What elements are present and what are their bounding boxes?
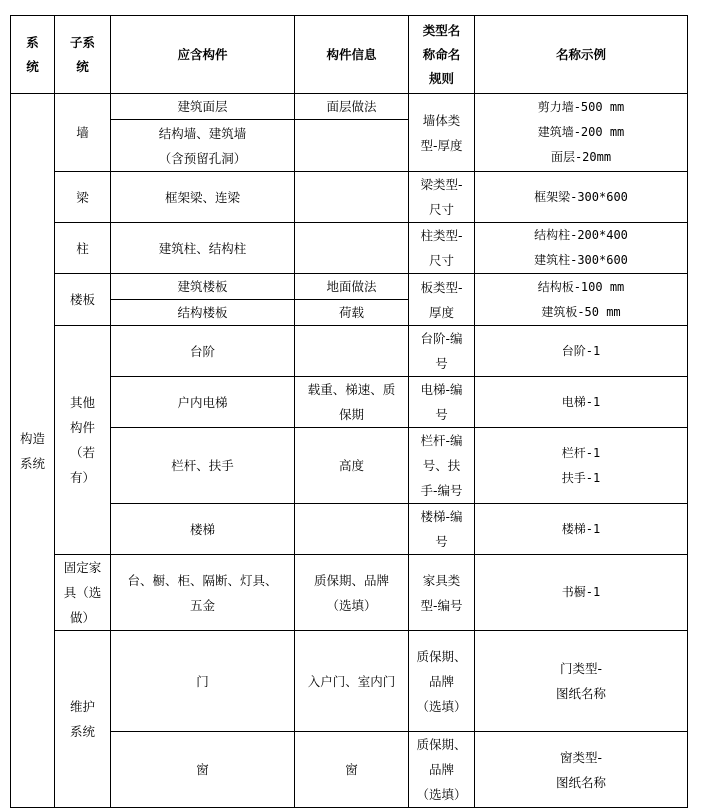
cell-example: 栏杆-1 扶手-1 <box>475 428 688 504</box>
cell-naming-rule: 墙体类 型-厚度 <box>409 94 475 172</box>
cell-info: 地面做法 <box>295 274 409 300</box>
cell-example: 结构柱-200*400 建筑柱-300*600 <box>475 223 688 274</box>
sub-slab: 楼板 <box>55 274 111 326</box>
header-info: 构件信息 <box>295 16 409 94</box>
table-row <box>11 631 688 732</box>
header-row <box>11 16 688 94</box>
header-example: 名称示例 <box>475 16 688 94</box>
cell-naming-rule: 电梯-编 号 <box>409 377 475 428</box>
sub-door: 门 <box>111 631 295 732</box>
cell-naming-rule: 家具类 型-编号 <box>409 555 475 631</box>
sub-wall: 墙 <box>55 94 111 172</box>
table-row <box>11 428 688 504</box>
sub-other: 其他 构件 （若 有） <box>55 326 111 555</box>
sub-furniture: 固定家 具（选 做） <box>55 555 111 631</box>
sub-column: 柱 <box>55 223 111 274</box>
cell-naming-rule: 楼梯-编 号 <box>409 504 475 555</box>
sub-beam: 梁 <box>55 172 111 223</box>
group-envelope: 维护 系统 <box>55 631 111 808</box>
cell-info: 质保期、品牌 （选填） <box>409 732 475 808</box>
cell-info: 质保期、品牌 （选填） <box>409 631 475 732</box>
cell-component: 入户门、室内门 <box>295 631 409 732</box>
cell-info <box>295 172 409 223</box>
cell-info: 高度 <box>295 428 409 504</box>
cell-info <box>295 120 409 172</box>
table-row <box>11 504 688 555</box>
table-row <box>11 555 688 631</box>
cell-component: 栏杆、扶手 <box>111 428 295 504</box>
cell-example: 楼梯-1 <box>475 504 688 555</box>
header-subsystem: 子系 统 <box>55 16 111 94</box>
table-row <box>11 172 688 223</box>
cell-component: 建筑柱、结构柱 <box>111 223 295 274</box>
table-row <box>11 377 688 428</box>
table-row <box>11 223 688 274</box>
cell-component: 结构墙、建筑墙 （含预留孔洞） <box>111 120 295 172</box>
cell-info <box>295 326 409 377</box>
cell-naming-rule: 窗类型- 图纸名称 <box>475 732 688 808</box>
component-naming-table <box>10 15 688 808</box>
cell-info: 荷载 <box>295 300 409 326</box>
cell-component: 框架梁、连梁 <box>111 172 295 223</box>
header-system: 系 统 <box>11 16 55 94</box>
cell-naming-rule: 梁类型- 尺寸 <box>409 172 475 223</box>
cell-component: 户内电梯 <box>111 377 295 428</box>
cell-naming-rule: 台阶-编 号 <box>409 326 475 377</box>
cell-example: 剪力墙-500 mm 建筑墙-200 mm 面层-20mm <box>475 94 688 172</box>
table-row <box>11 326 688 377</box>
cell-component: 台、橱、柜、隔断、灯具、 五金 <box>111 555 295 631</box>
table-row <box>11 732 688 808</box>
cell-naming-rule: 柱类型- 尺寸 <box>409 223 475 274</box>
cell-info <box>295 223 409 274</box>
cell-component: 窗 <box>295 732 409 808</box>
cell-example: 书橱-1 <box>475 555 688 631</box>
header-components: 应含构件 <box>111 16 295 94</box>
cell-info <box>295 504 409 555</box>
cell-example: 电梯-1 <box>475 377 688 428</box>
cell-naming-rule: 门类型- 图纸名称 <box>475 631 688 732</box>
cell-example: 框架梁-300*600 <box>475 172 688 223</box>
cell-naming-rule: 板类型- 厚度 <box>409 274 475 326</box>
cell-component: 结构楼板 <box>111 300 295 326</box>
cell-example: 台阶-1 <box>475 326 688 377</box>
cell-component: 建筑楼板 <box>111 274 295 300</box>
cell-component: 楼梯 <box>111 504 295 555</box>
cell-info: 面层做法 <box>295 94 409 120</box>
cell-info: 载重、梯速、质 保期 <box>295 377 409 428</box>
table-row <box>11 94 688 120</box>
cell-example: 结构板-100 mm 建筑板-50 mm <box>475 274 688 326</box>
group-structure: 构造 系统 <box>11 94 55 808</box>
sub-window: 窗 <box>111 732 295 808</box>
header-naming-rule: 类型名 称命名 规则 <box>409 16 475 94</box>
cell-component: 建筑面层 <box>111 94 295 120</box>
cell-info: 质保期、品牌 （选填） <box>295 555 409 631</box>
cell-naming-rule: 栏杆-编 号、扶 手-编号 <box>409 428 475 504</box>
table-row <box>11 274 688 300</box>
cell-component: 台阶 <box>111 326 295 377</box>
